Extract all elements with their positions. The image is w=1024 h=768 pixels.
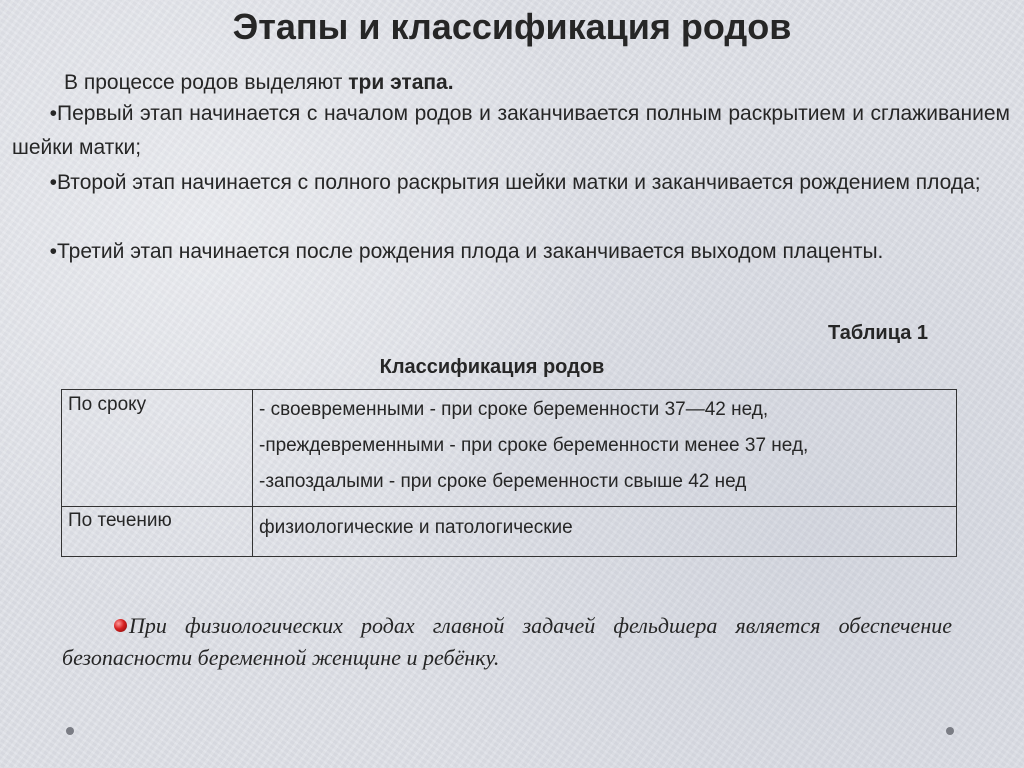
stage-item-1 xyxy=(12,97,1010,165)
stage-text-1: Первый этап начинается с началом родов и заканчивается полным раскрытием и сглаживанием шейки матки; xyxy=(12,102,1010,159)
note-paragraph xyxy=(62,610,952,674)
table-cell-key: По течению xyxy=(62,507,253,557)
page-title: Этапы и классификация родов xyxy=(232,6,792,47)
corner-dot-left-icon xyxy=(66,727,74,735)
note-text: При физиологических родах главной задачей фельдшера является обеспечение безопасности беременной женщине и ребёнку. xyxy=(62,613,952,670)
table-cell-line: -преждевременными - при сроке беременности менее 37 нед, xyxy=(259,435,809,456)
table-row xyxy=(62,507,957,557)
bullet-icon: • xyxy=(49,240,57,263)
table-cell-line: физиологические и патологические xyxy=(259,517,573,538)
stage-text-2: Второй этап начинается с полного раскрытия шейки матки и заканчивается рождением плода; xyxy=(57,171,981,194)
table-row xyxy=(62,390,957,507)
table-cell-values xyxy=(253,507,957,557)
table-title: Классификация родов xyxy=(379,356,605,378)
corner-dot-right-icon xyxy=(946,727,954,735)
intro-bold-text: три этапа. xyxy=(348,71,454,94)
stage-text-3: Третий этап начинается после рождения плода и заканчивается выходом плаценты. xyxy=(57,240,884,263)
intro-text: В процессе родов выделяют xyxy=(64,71,349,94)
table-cell-values xyxy=(253,390,957,507)
table-cell-key: По сроку xyxy=(62,390,253,507)
table-caption: Таблица 1 xyxy=(828,322,929,344)
bullet-icon: • xyxy=(49,102,57,125)
table-cell-line: - своевременными - при сроке беременности 37—42 нед, xyxy=(259,399,769,420)
bullet-icon: • xyxy=(49,171,57,194)
stage-item-3 xyxy=(12,235,1010,269)
stage-item-2 xyxy=(12,166,1010,200)
classification-table xyxy=(61,389,957,557)
intro-paragraph xyxy=(64,66,964,99)
red-ball-bullet-icon xyxy=(114,619,127,632)
table-cell-line: -запоздалыми - при сроке беременности свыше 42 нед xyxy=(259,471,747,492)
